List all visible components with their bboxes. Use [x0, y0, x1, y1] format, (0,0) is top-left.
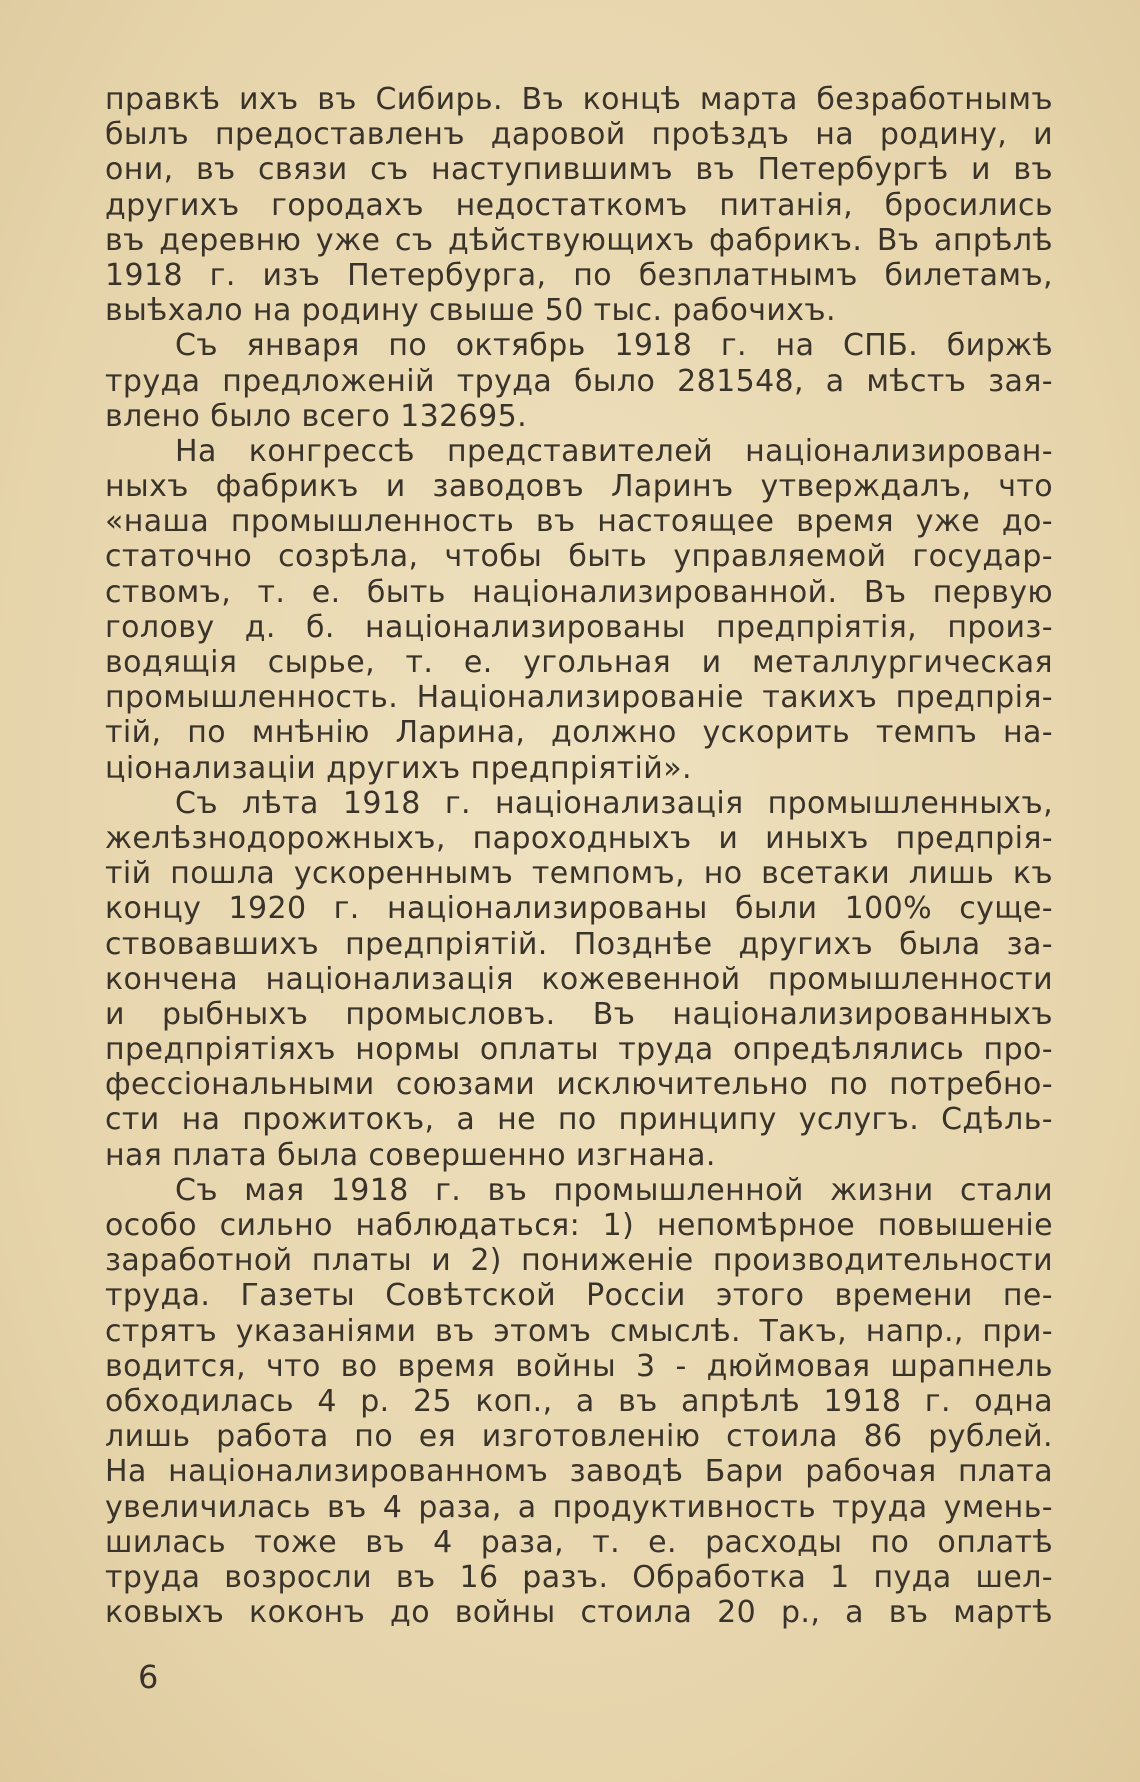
text-line: труда предложеній труда было 281548, а мѣстъ зая-	[105, 363, 1053, 399]
text-line: Съ мая 1918 г. въ промышленной жизни стали	[175, 1172, 1053, 1208]
text-line: На націонализированномъ заводѣ Бари рабочая плата	[105, 1454, 1053, 1490]
text-line: фессіональными союзами исключительно по потребно-	[105, 1067, 1053, 1103]
text-line: тій, по мнѣнію Ларина, должно ускорить темпъ на-	[105, 715, 1053, 751]
text-line: обходилась 4 р. 25 коп., а въ апрѣлѣ 1918 г. одна	[105, 1383, 1053, 1419]
text-line: статочно созрѣла, чтобы быть управляемой государ-	[105, 539, 1053, 575]
body-text	[105, 82, 1053, 1630]
page-number: 6	[138, 1658, 159, 1696]
text-line: голову д. б. націонализированы предпріятія, произ-	[105, 609, 1053, 645]
text-line: На конгрессѣ представителей націонализирован-	[175, 433, 1053, 469]
text-line: заработной платы и 2) пониженіе производительности	[105, 1243, 1053, 1279]
text-line: стрятъ указаніями въ этомъ смыслѣ. Такъ, напр., при-	[105, 1313, 1053, 1349]
text-line: шилась тоже въ 4 раза, т. е. расходы по оплатѣ	[105, 1524, 1053, 1560]
text-line: 1918 г. изъ Петербурга, по безплатнымъ билетамъ,	[105, 257, 1053, 293]
text-line: ная плата была совершенно изгнана.	[105, 1137, 716, 1173]
text-line: труда возросли въ 16 разъ. Обработка 1 пуда шел-	[105, 1559, 1053, 1595]
text-line: концу 1920 г. націонализированы были 100% суще-	[105, 891, 1053, 927]
text-line: промышленность. Націонализированіе такихъ предпрія-	[105, 680, 1053, 716]
text-line: и рыбныхъ промысловъ. Въ націонализированныхъ	[105, 996, 1053, 1032]
text-line: Съ лѣта 1918 г. націонализація промышленныхъ,	[175, 785, 1053, 821]
text-line: правкѣ ихъ въ Сибирь. Въ концѣ марта безработнымъ	[105, 82, 1053, 117]
text-line: выѣхало на родину свыше 50 тыс. рабочихъ.	[105, 293, 836, 329]
text-line: особо сильно наблюдаться: 1) непомѣрное повышеніе	[105, 1208, 1053, 1243]
text-line: влено было всего 132695.	[105, 398, 528, 434]
text-line: увеличилась въ 4 раза, а продуктивность труда умень-	[105, 1489, 1053, 1525]
text-line: желѣзнодорожныхъ, пароходныхъ и иныхъ предпрія-	[105, 820, 1053, 856]
text-line: тій пошла ускореннымъ темпомъ, но всетаки лишь къ	[105, 856, 1053, 892]
text-line: водится, что во время войны 3 - дюймовая шрапнель	[105, 1348, 1053, 1384]
text-line: «наша промышленность въ настоящее время уже до-	[105, 504, 1053, 540]
text-line: ствовавшихъ предпріятій. Позднѣе другихъ была за-	[105, 926, 1053, 962]
text-line: они, въ связи съ наступившимъ въ Петербургѣ и въ	[105, 152, 1053, 188]
text-line: ціонализаціи другихъ предпріятій».	[105, 750, 692, 786]
text-line: ствомъ, т. е. быть націонализированной. Въ первую	[105, 574, 1053, 610]
text-line: другихъ городахъ недостаткомъ питанія, бросились	[105, 187, 1053, 223]
text-line: водящія сырье, т. е. угольная и металлургическая	[105, 645, 1053, 680]
text-line: былъ предоставленъ даровой проѣздъ на родину, и	[105, 117, 1053, 153]
text-line: ковыхъ коконъ до войны стоила 20 р., а въ мартѣ	[105, 1595, 1053, 1631]
text-line: въ деревню уже съ дѣйствующихъ фабрикъ. Въ апрѣлѣ	[105, 222, 1053, 258]
text-line: труда. Газеты Совѣтской Россіи этого времени пе-	[105, 1278, 1053, 1314]
text-line: кончена націонализація кожевенной промышленности	[105, 961, 1053, 997]
text-line: лишь работа по ея изготовленію стоила 86 рублей.	[105, 1419, 1053, 1455]
text-line: сти на прожитокъ, а не по принципу услугъ. Сдѣль-	[105, 1102, 1053, 1138]
text-line: Съ января по октябрь 1918 г. на СПБ. биржѣ	[175, 328, 1053, 364]
text-line: ныхъ фабрикъ и заводовъ Ларинъ утверждалъ, что	[105, 469, 1053, 505]
text-line: предпріятіяхъ нормы оплаты труда опредѣлялись про-	[105, 1032, 1053, 1068]
